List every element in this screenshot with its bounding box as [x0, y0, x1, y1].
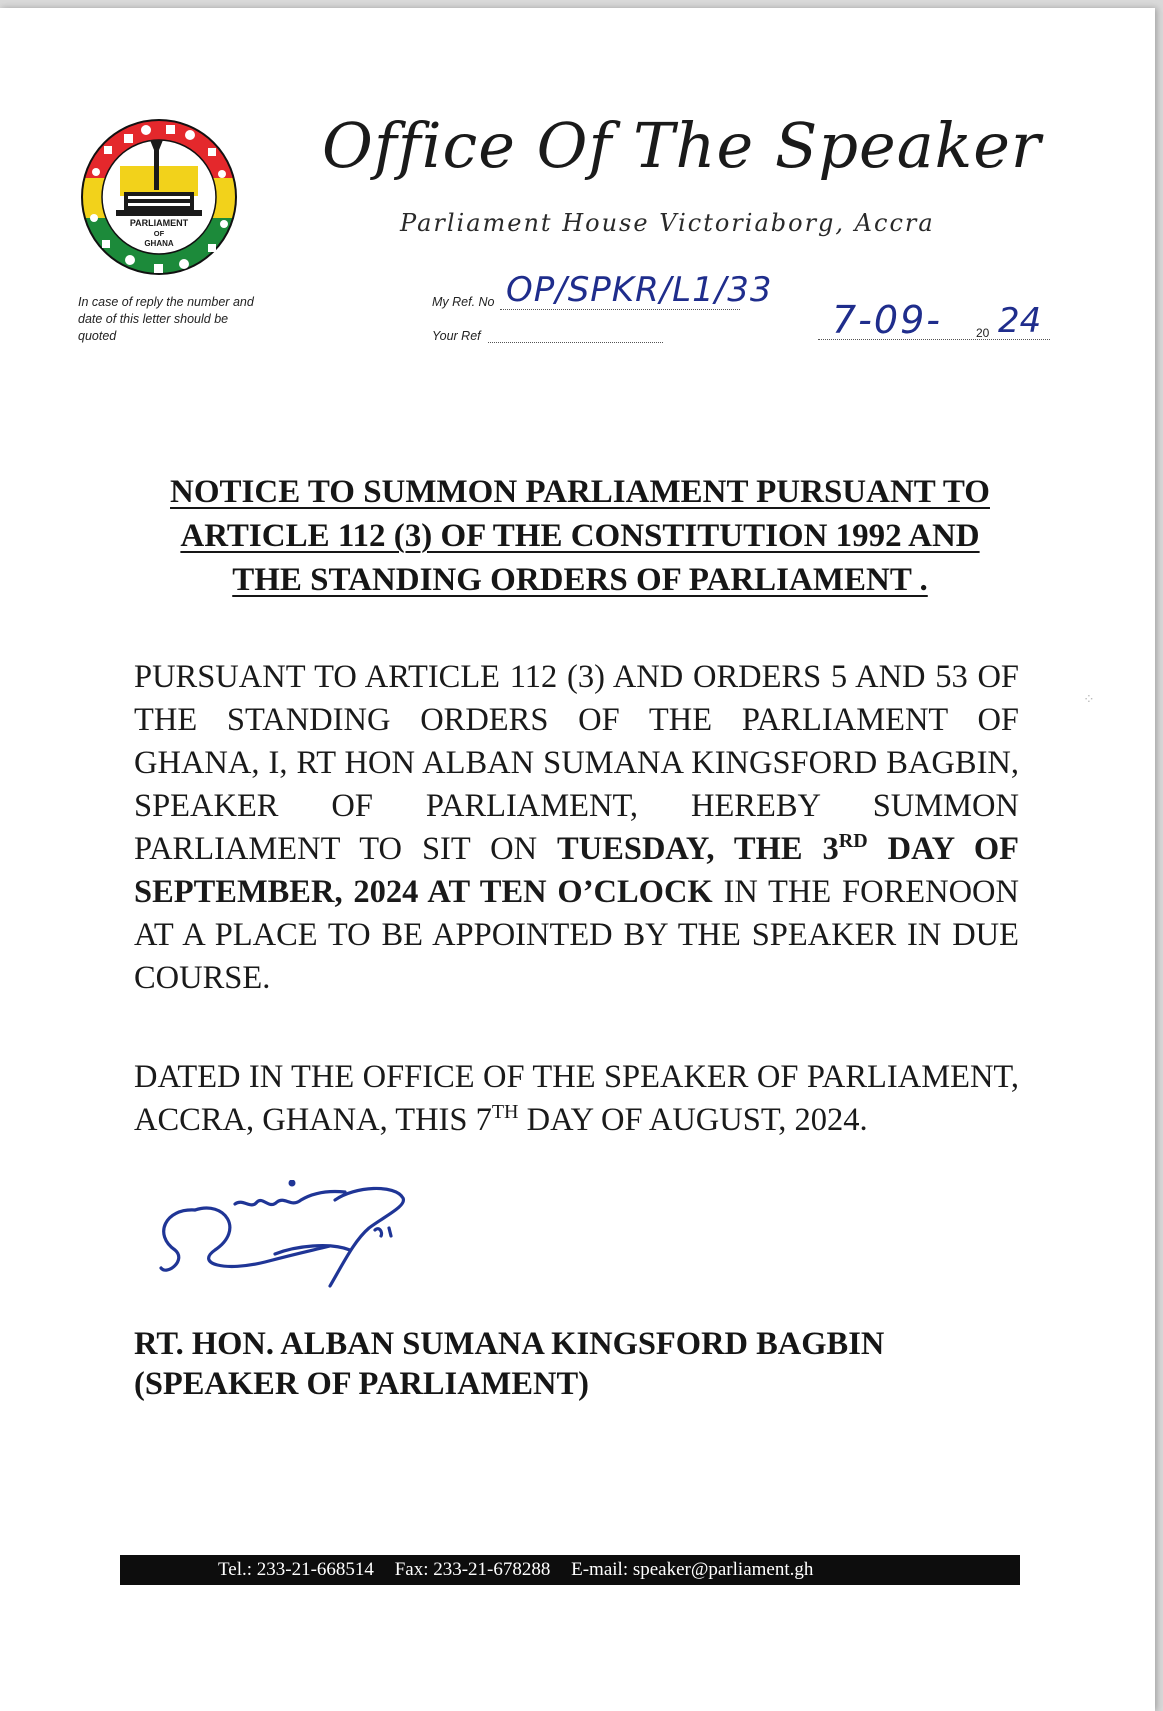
heading-line-1: NOTICE TO SUMMON PARLIAMENT PURSUANT TO [170, 474, 990, 510]
signatory-title: (SPEAKER OF PARLIAMENT) [134, 1366, 589, 1402]
heading-line-2: ARTICLE 112 (3) OF THE CONSTITUTION 1992 AND [180, 518, 980, 554]
footer-email: E-mail: speaker@parliament.gh [571, 1559, 814, 1580]
notice-heading [130, 470, 1030, 602]
footer-tel: Tel.: 233-21-668514 [218, 1559, 374, 1580]
seal-text-of: OF [153, 229, 165, 238]
seal-text-parliament: PARLIAMENT [129, 218, 189, 228]
office-title: Office Of The Speaker [322, 109, 1042, 182]
letter-page [0, 8, 1155, 1711]
year-handwritten: 24 [998, 301, 1042, 341]
dated-paragraph [134, 1056, 1019, 1142]
heading-line-3: THE STANDING ORDERS OF PARLIAMENT . [232, 562, 928, 598]
summons-day-suffix: RD [838, 830, 868, 852]
signatory-block [134, 1324, 1034, 1404]
my-ref-handwritten: OP/SPKR/L1/33 [506, 270, 773, 310]
summons-text-end: IN THE FORENOON AT A PLACE TO BE APPOINTED BY THE SPEAKER IN DUE COURSE. [134, 874, 1019, 996]
signatory-name: RT. HON. ALBAN SUMANA KINGSFORD BAGBIN [134, 1326, 885, 1362]
scan-speck: ⁘ [1083, 692, 1095, 708]
summons-text: PURSUANT TO ARTICLE 112 (3) AND ORDERS 5 AND 53 OF THE STANDING ORDERS OF THE PARLIAMENT OF GHANA, I, RT HON ALBAN SUMANA KINGSFORD BAGBIN, SPEAKER OF PARLIAMENT, HEREBY SUMMON PARLIAMENT TO SIT ON [134, 659, 1019, 867]
dated-day-suffix: TH [491, 1101, 519, 1123]
contact-footer-bar [120, 1555, 1020, 1585]
your-ref-dotted-line [488, 342, 663, 343]
parliament-seal-logo [80, 116, 238, 278]
footer-fax: Fax: 233-21-678288 [394, 1559, 551, 1580]
reply-note: In case of reply the number and date of this letter should be quoted [78, 295, 254, 343]
handwritten-signature [155, 1180, 455, 1310]
your-ref-label: Your Ref [432, 329, 481, 343]
summons-day: TUESDAY, THE 3 [557, 831, 839, 867]
dated-text: DATED IN THE OFFICE OF THE SPEAKER OF PARLIAMENT, ACCRA, GHANA, THIS 7 [134, 1059, 1019, 1138]
my-ref-label: My Ref. No [432, 295, 495, 309]
year-prefix: 20 [976, 326, 990, 340]
office-address: Parliament House Victoriaborg, Accra [400, 209, 935, 237]
dated-text-end: DAY OF AUGUST, 2024. [518, 1102, 868, 1138]
date-handwritten: 7-09- [832, 298, 942, 342]
summons-time: DAY OF SEPTEMBER, 2024 AT TEN O’CLOCK [134, 831, 1019, 910]
seal-text-ghana: GHANA [144, 239, 174, 248]
summons-paragraph [134, 656, 1019, 1000]
